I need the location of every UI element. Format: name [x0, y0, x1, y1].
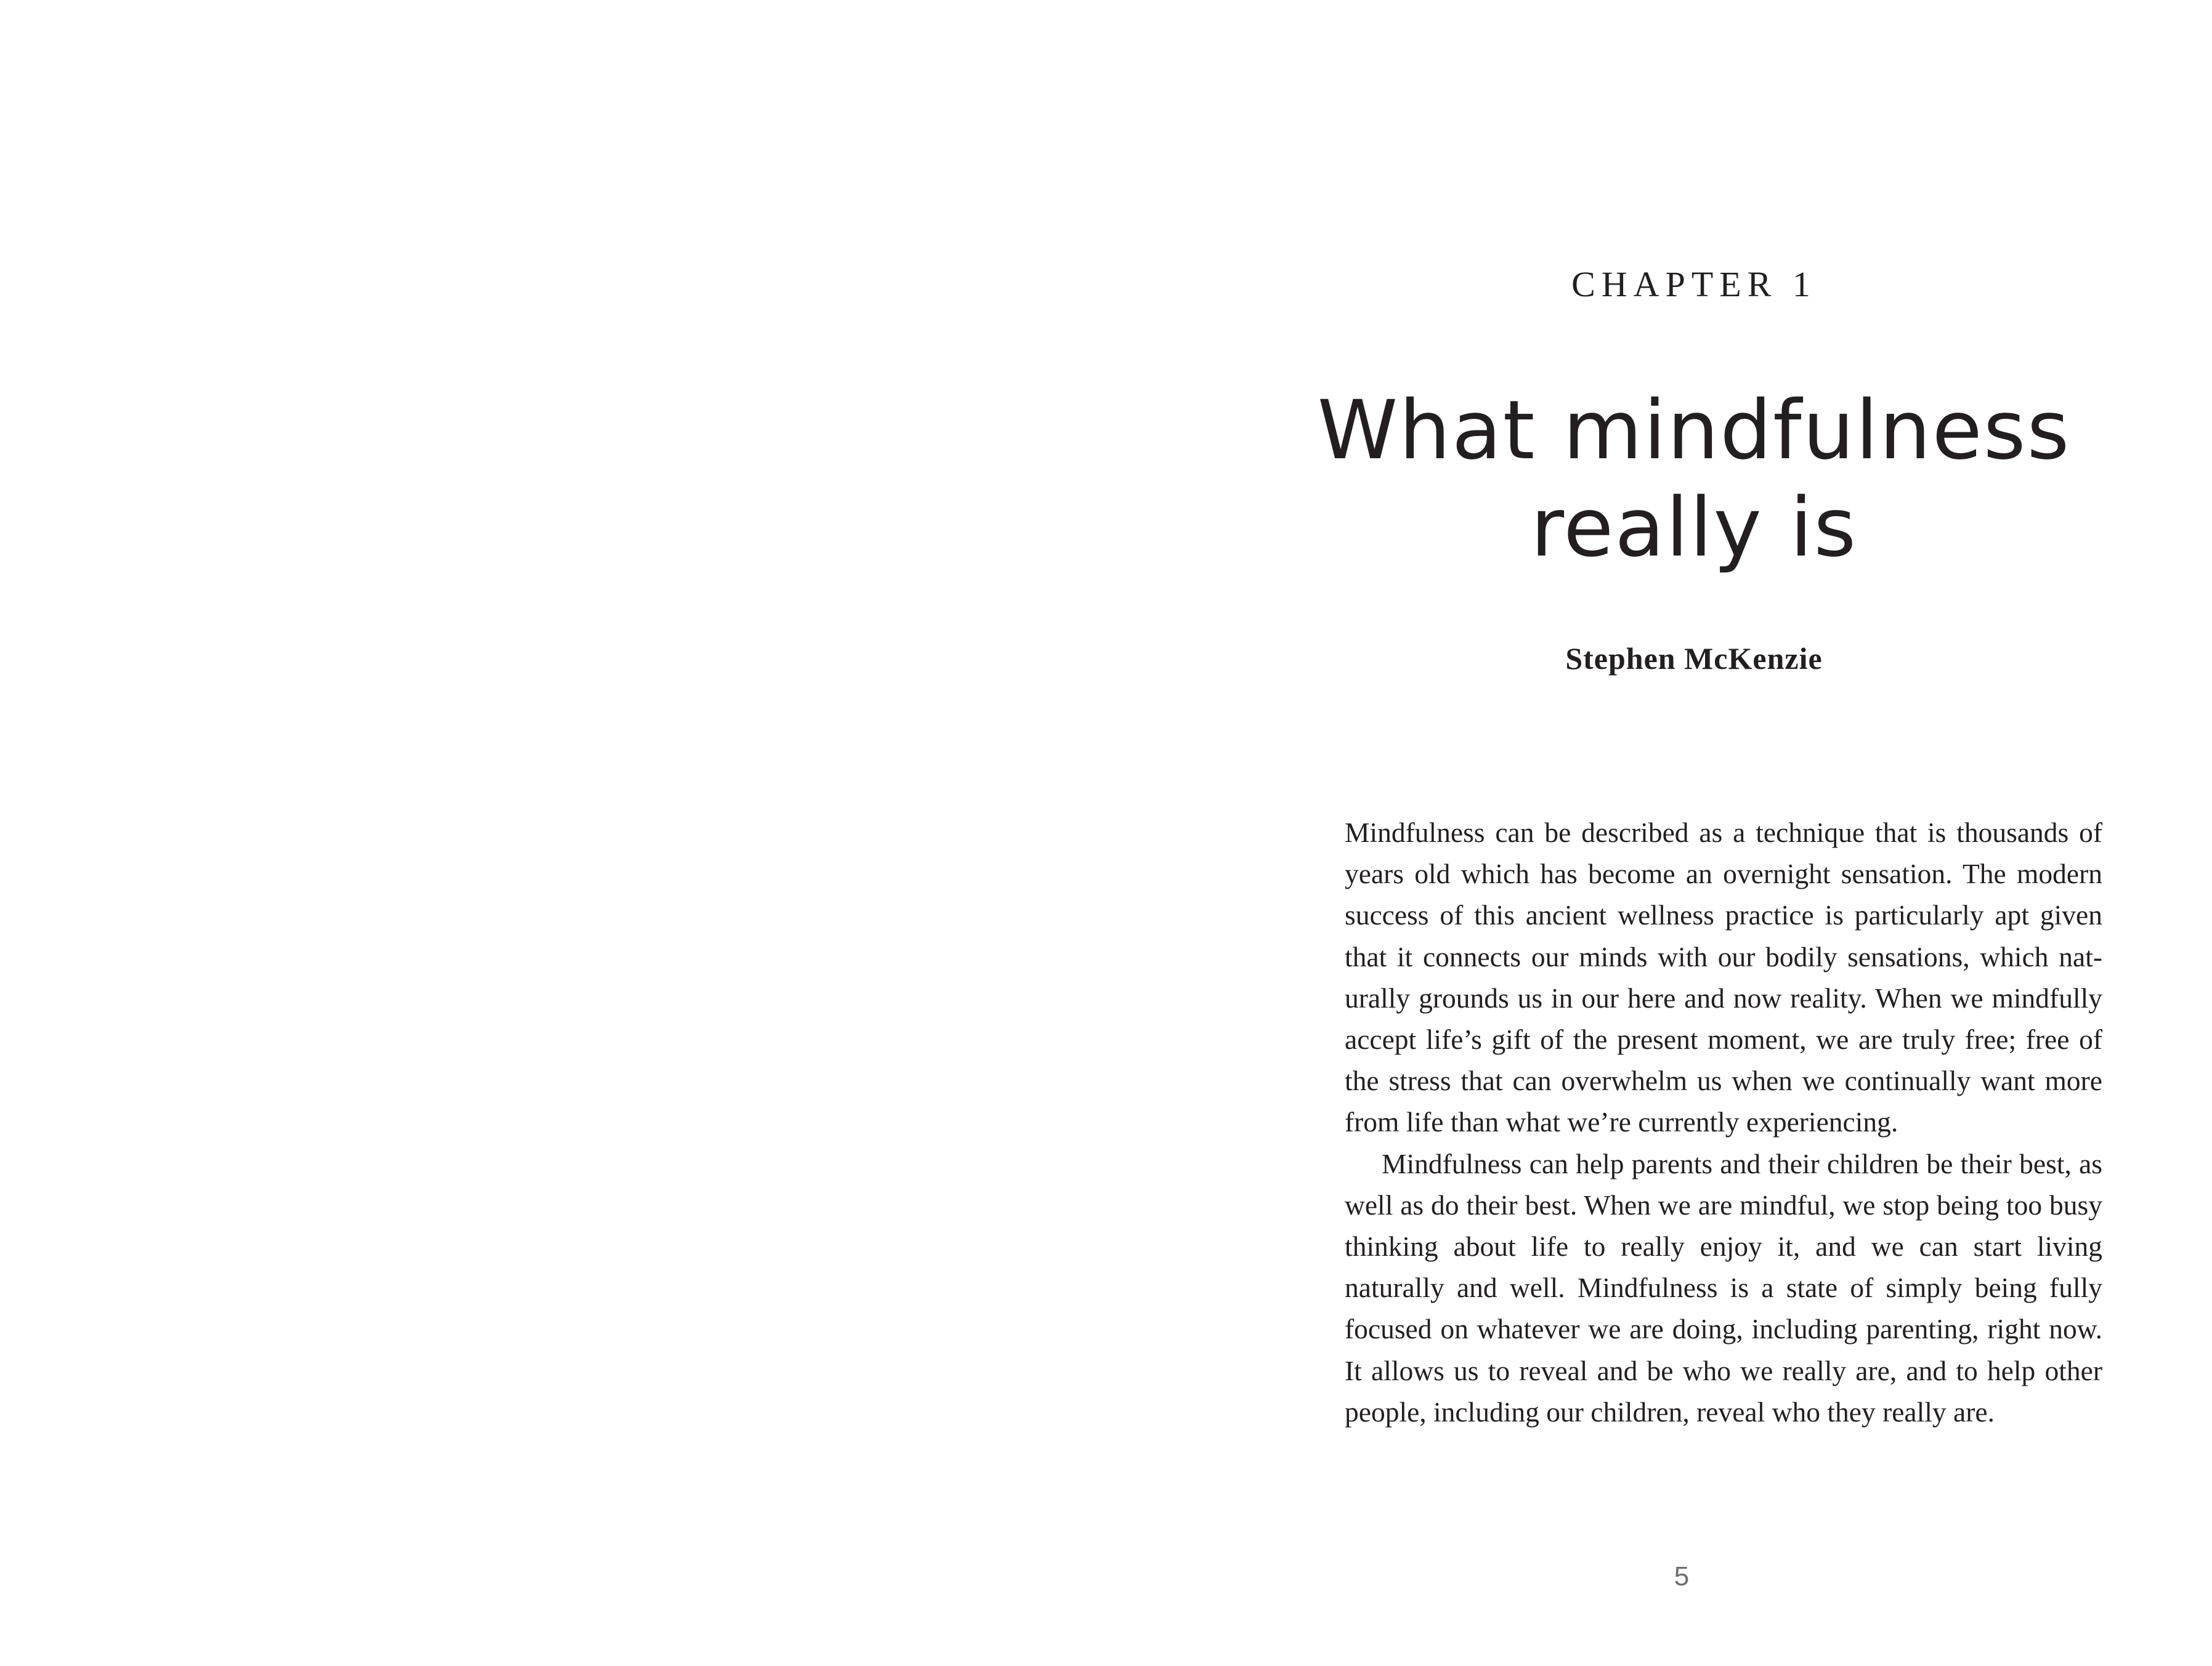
- chapter-title-line-2: really is: [1530, 480, 1858, 575]
- chapter-body: [1345, 812, 2102, 1433]
- body-paragraph-1: Mindfulness can be described as a technique that is thousands of years old which has become an overnight sensation. The modern success of this ancient wellness practice is particularly apt given that it connects our minds with our bodily sensations, which naturally grounds us in our here and now reality. When we mindfully accept life’s gift of the present moment, we are truly free; free of the stress that can overwhelm us when we continually want more from life than what we’re currently experiencing.: [1345, 817, 2102, 1138]
- author-name: Stephen McKenzie: [1565, 641, 1823, 676]
- chapter-title-line-1: What mindfulness: [1317, 383, 2071, 478]
- body-paragraph-2: Mindfulness can help parents and their children be their best, as well as do their best. When we are mindful, we stop being too busy thinking about life to really enjoy it, and we can start living naturally and well. Mindfulness is a state of simply being fully focused on whatever we are doing, including parenting, right now. It allows us to reveal and be who we really are, and to help other people, including our children, reveal who they really are.: [1345, 1147, 2102, 1428]
- chapter-label: CHAPTER 1: [1571, 264, 1817, 304]
- chapter-title: [1312, 382, 2076, 576]
- page-number: 5: [1674, 1561, 1690, 1591]
